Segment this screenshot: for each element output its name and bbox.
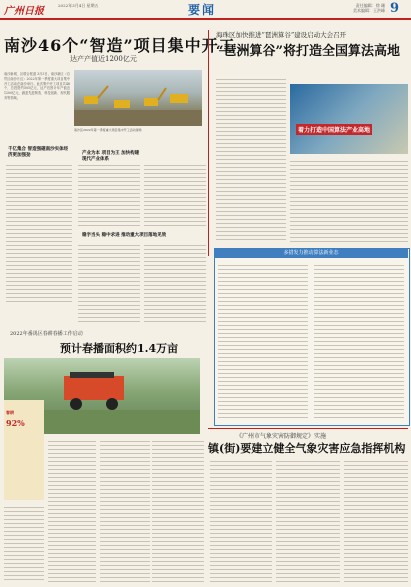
right-story-column-1 <box>216 76 286 242</box>
lead-column-3-text <box>144 162 206 228</box>
sidebar-box-title: 多措发力推动算法新业态 <box>214 248 408 258</box>
sidebar-box-column-2 <box>314 262 404 418</box>
lead-paragraph: 南沙新城、区联合报道 3月3日，南沙新区（自贸区南沙片区）2022年第一季度重大项目集中开工活动在南沙举行。此次集中开工项目共46个，总投资约505亿元，达产后预计年产值近1200亿元，涵盖先进制造、科技创新、现代服务等领域。 <box>4 72 70 142</box>
section-title: 要闻 <box>188 3 217 17</box>
bottom-story-headline: 镇(街)要建立健全气象灾害应急指挥机构 <box>208 442 406 455</box>
infographic-label: 春耕 <box>6 410 14 415</box>
right-story-headline: “琶洲算谷”将打造全国算法高地 <box>216 44 400 59</box>
lead-subheadline: 达产产值近1200亿元 <box>70 55 137 63</box>
lead-headline: 南沙46个“智造”项目集中开工 <box>4 36 236 55</box>
issue-date: 2022年3月4日 星期五 <box>58 3 99 8</box>
infographic-value: 92% <box>6 418 25 428</box>
column-head-2: 产业为本 项目为王 加快构建现代产业体系 <box>82 151 140 162</box>
event-banner: 着力打造中国算法产业高地 <box>296 124 372 135</box>
construction-photo <box>74 70 202 126</box>
column-head-1: 千亿集合 智造强磁南沙实体经济更加强劲 <box>8 147 69 158</box>
middle-column-2 <box>100 438 150 582</box>
middle-story-kicker: 2022年番禺区春耕春播工作启动 <box>10 331 83 337</box>
bottom-column-2 <box>276 458 340 582</box>
bottom-column-1 <box>210 458 272 582</box>
lead-column-2-text <box>78 162 140 228</box>
lead-column-4-text <box>78 242 140 324</box>
sidebar-box-column-1 <box>218 262 308 418</box>
right-story-column-2 <box>290 158 408 242</box>
middle-column-3 <box>152 438 204 582</box>
suanfa-venue-photo <box>290 84 408 154</box>
middle-column-1 <box>48 438 96 582</box>
lead-column-5-text <box>144 242 206 324</box>
page-number: 9 <box>390 1 400 16</box>
bottom-story-kicker: 《广州市气象灾害防御规定》实施 <box>236 433 327 440</box>
column-head-3: 稳字当头 稳中求进 推动重大项目落地见效 <box>82 233 167 238</box>
newspaper-logo: 广州日报 <box>4 6 44 17</box>
lead-column-1-text <box>6 162 72 302</box>
bottom-column-3 <box>344 458 408 582</box>
bottom-story-rule <box>208 428 408 429</box>
editor-credits: 责任编辑：徐 珊 美术编辑：王洪峰 <box>353 3 385 13</box>
right-story-kicker: 海珠区加快推进“琶洲算谷”建设启动大会召开 <box>216 31 347 39</box>
photo-caption: 南沙区2022年第一季度重大项目集中开工活动现场 <box>74 128 142 132</box>
middle-column-0 <box>4 504 44 582</box>
middle-story-headline: 预计春播面积约1.4万亩 <box>60 342 179 355</box>
